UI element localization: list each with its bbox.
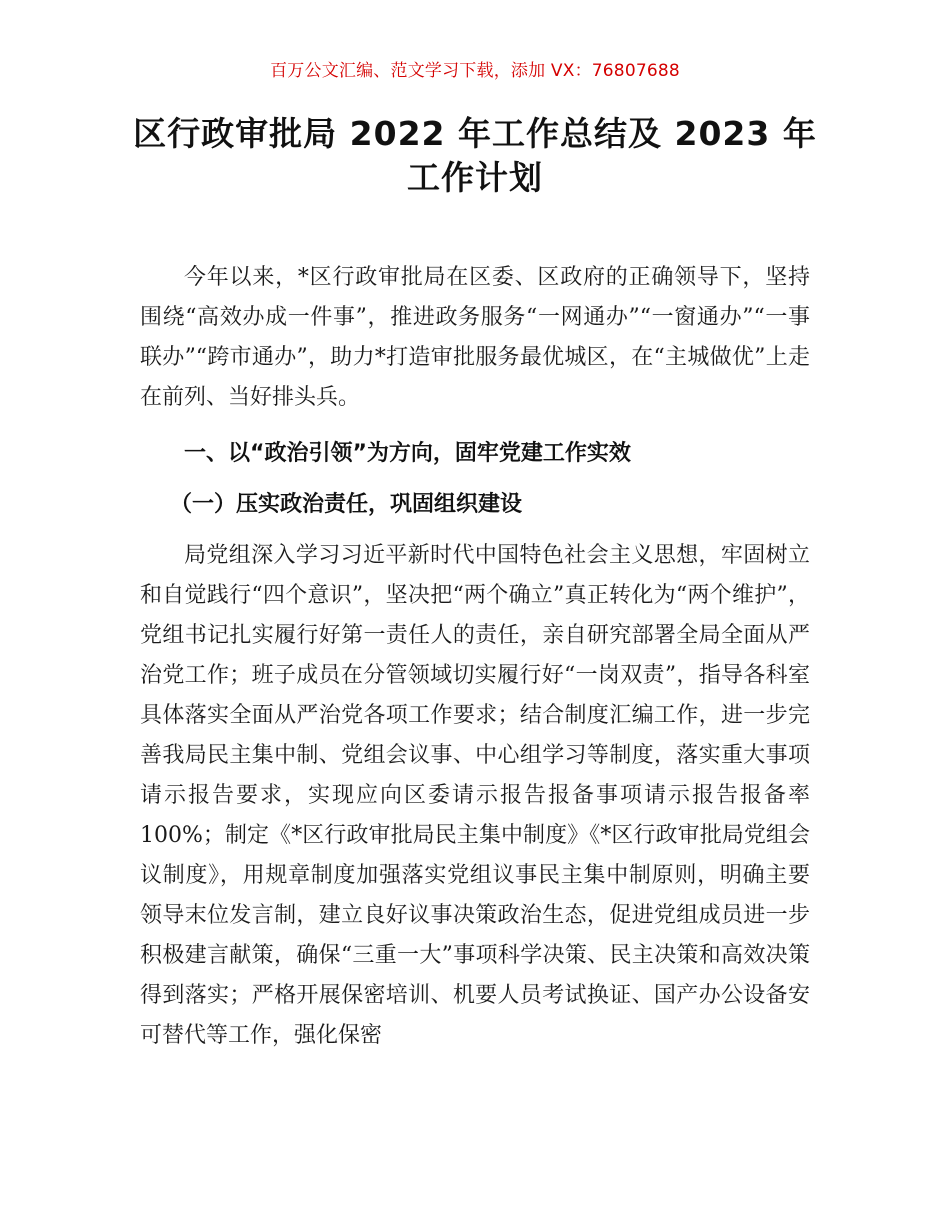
- document-title: 区行政审批局 2022 年工作总结及 2023 年工作计划: [133, 114, 817, 197]
- intro-paragraph: 今年以来，*区行政审批局在区委、区政府的正确领导下，坚持围绕“高效办成一件事”，推进政务服务“一网通办”“一窗通办”“一事联办”“跨市通办”，助力*打造审批服务最优城区，在“主城做优”上走在前列、当好排头兵。: [140, 265, 810, 410]
- subsection-heading: （一）压实政治责任，巩固组织建设: [170, 492, 523, 517]
- section-heading: 一、以“政治引领”为方向，固牢党建工作实效: [184, 441, 631, 466]
- body-paragraph: 局党组深入学习习近平新时代中国特色社会主义思想，牢固树立和自觉践行“四个意识”，坚决把“两个确立”真正转化为“两个维护”，党组书记扎实履行好第一责任人的责任，亲自研究部署全局全面从严治党工作；班子成员在分管领域切实履行好“一岗双责”，指导各科室具体落实全面从严治党各项工作要求；结合制度汇编工作，进一步完善我局民主集中制、党组会议事、中心组学习等制度，落实重大事项请示报告要求，实现应向区委请示报告报备事项请示报告报备率100%；制定《*区行政审批局民主集中制度》《*区行政审批局党组会议制度》，用规章制度加强落实党组议事民主集中制原则，明确主要领导末位发言制，建立良好议事决策政治生态，促进党组成员进一步积极建言献策，确保“三重一大”事项科学决策、民主决策和高效决策得到落实；严格开展保密培训、机要人员考试换证、国产办公设备安可替代等工作，强化保密: [140, 543, 810, 1048]
- watermark-banner: 百万公文汇编、范文学习下载，添加 VX：76807688: [270, 61, 680, 81]
